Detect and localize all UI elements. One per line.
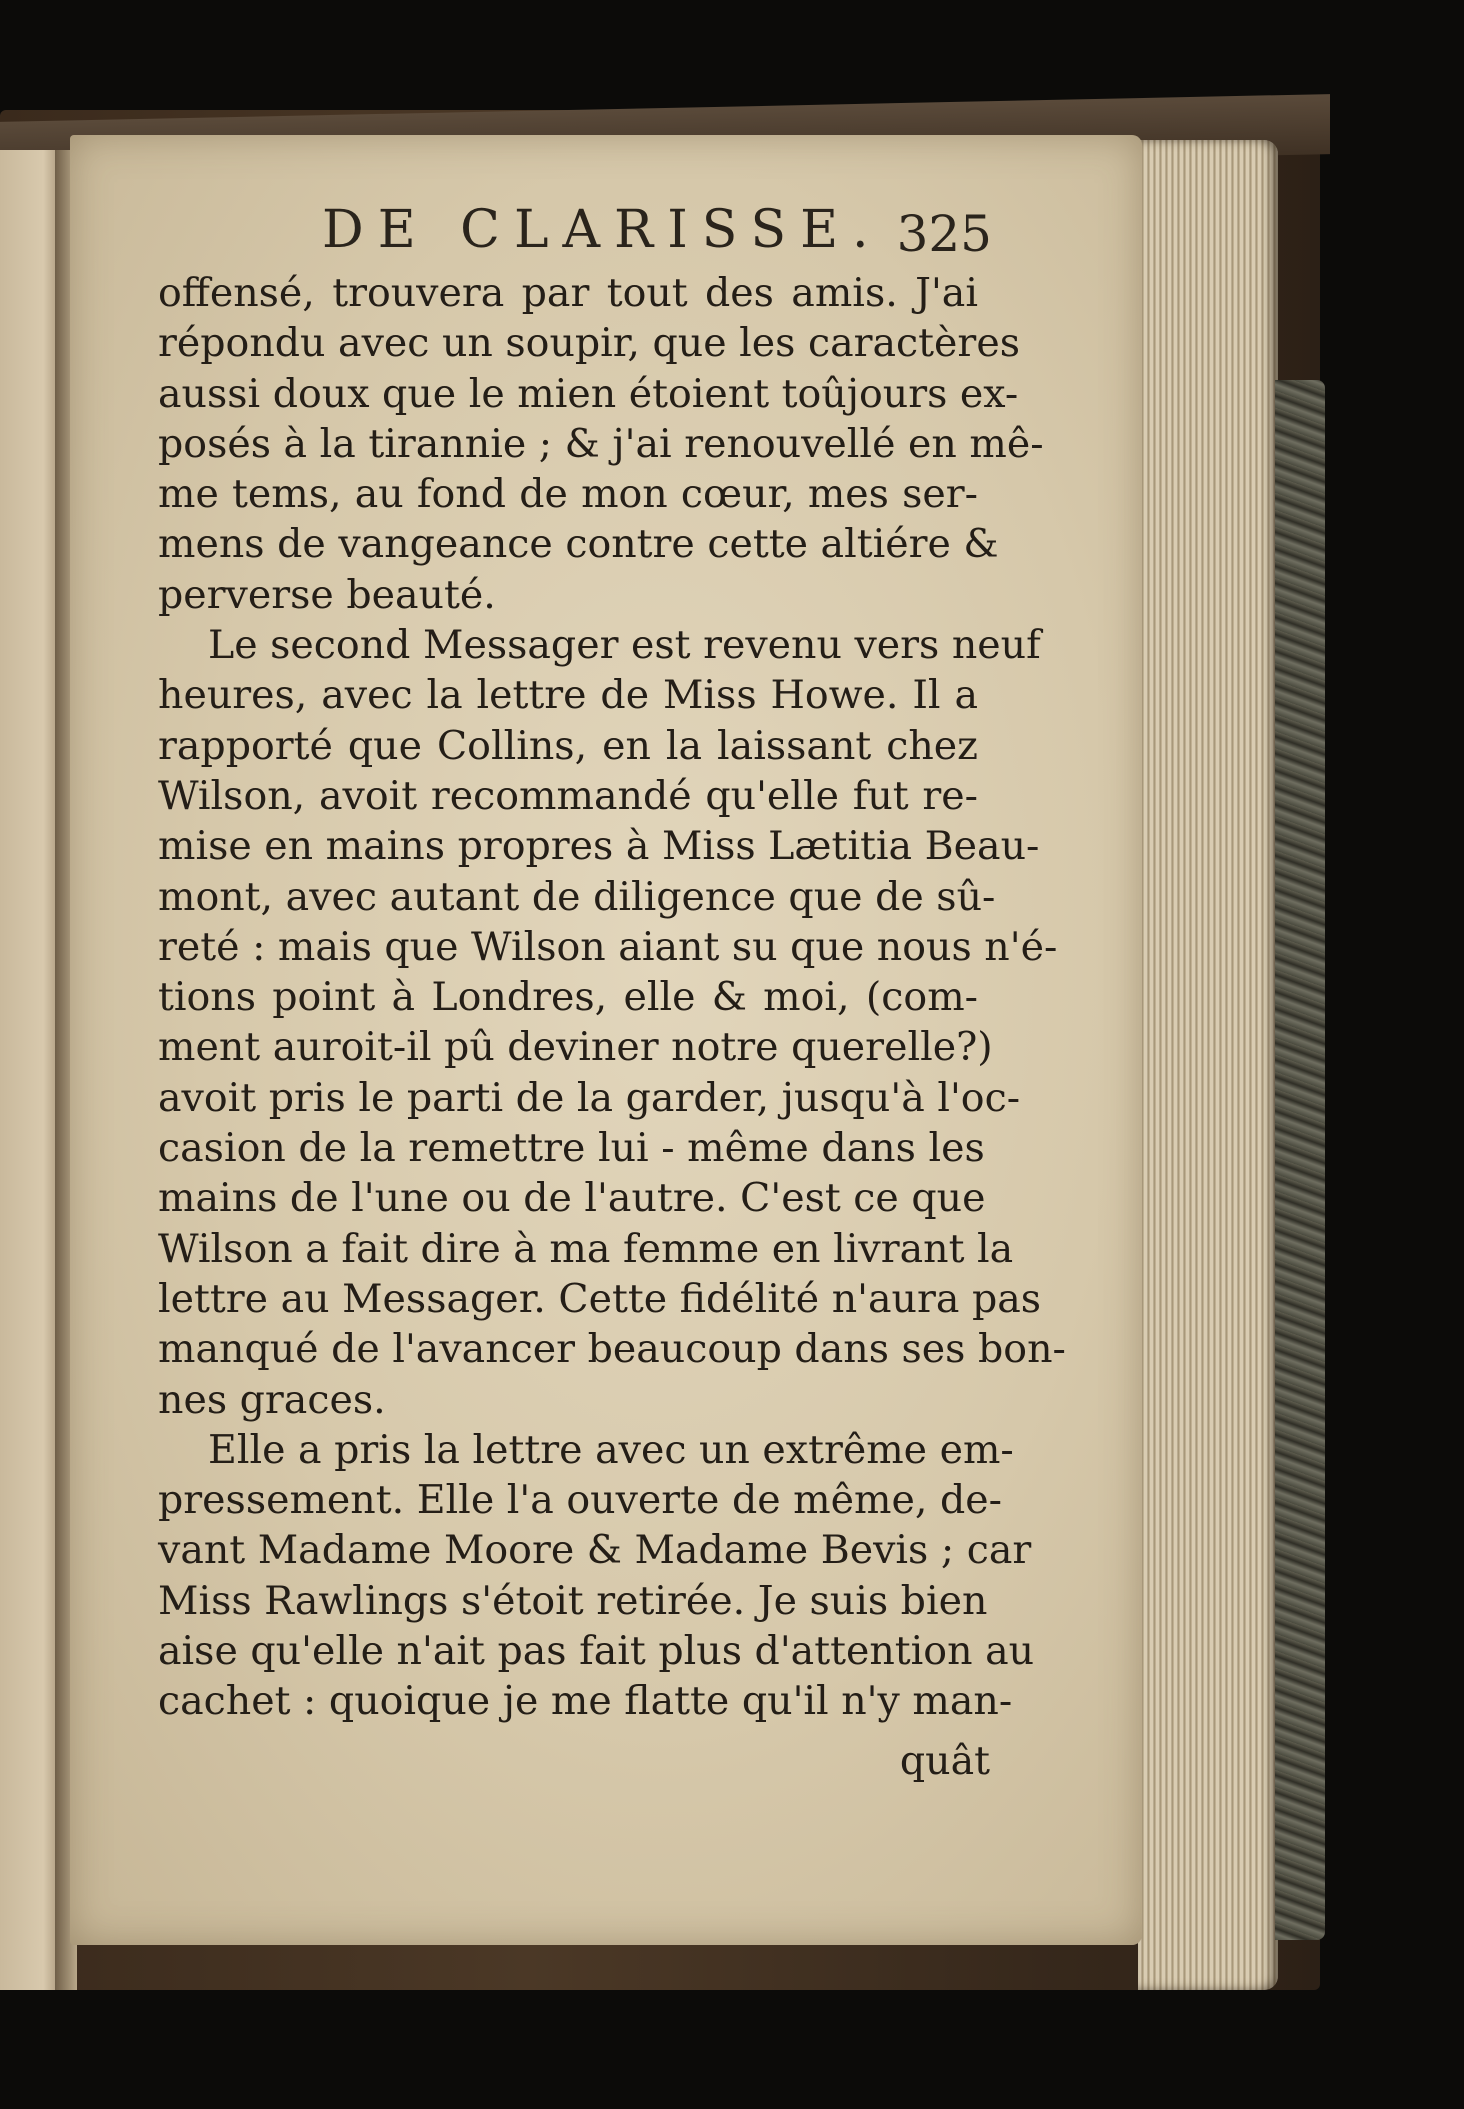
text-line: pressement. Elle l'a ouverte de même, de- [158,1477,1002,1524]
text-line: Wilson a fait dire à ma femme en livrant la [158,1225,1014,1272]
text-line: mens de vangeance contre cette altiére & [158,521,999,568]
text-line: mains de l'une ou de l'autre. C'est ce que [158,1175,986,1222]
text-line: répondu avec un soupir, que les caractères [158,320,1020,367]
text-line: reté : mais que Wilson aiant su que nous n'é- [158,923,1058,970]
text-line: tions point à Londres, elle & moi, (com- [158,974,978,1021]
text-line: vant Madame Moore & Madame Bevis ; car [158,1527,1032,1574]
text-line: aise qu'elle n'ait pas fait plus d'attention au [158,1628,1035,1675]
text-line: Wilson, avoit recommandé qu'elle fut re- [158,772,978,819]
text-line: cachet : quoique je me flatte qu'il n'y man- [158,1678,1013,1725]
page-number: 325 [896,205,992,263]
text-line: lettre au Messager. Cette fidélité n'aura pas [158,1275,1042,1322]
text-line: heures, avec la lettre de Miss Howe. Il a [158,672,978,719]
text-line: posés à la tirannie ; & j'ai renouvellé en mê- [158,420,1044,467]
text-line: aussi doux que le mien étoient toûjours ex- [158,370,1019,417]
text-line: Elle a pris la lettre avec un extrême em- [208,1426,1014,1473]
catchword: quât [899,1738,990,1784]
text-line: offensé, trouvera par tout des amis. J'ai [158,270,978,316]
text-line: mise en mains propres à Miss Lætitia Beau- [158,823,1040,870]
text-line: perverse beauté. [158,571,496,618]
running-head: DE CLARISSE. [322,200,883,260]
page-body [158,268,1066,1727]
page-block-edges [1138,140,1278,1990]
text-line: avoit pris le parti de la garder, jusqu'à l'oc- [158,1074,1021,1121]
text-line: mont, avec autant de diligence que de sû- [158,873,996,920]
marbled-edge [1275,380,1325,1940]
facing-page-edge [0,150,62,1990]
text-line: Le second Messager est revenu vers neuf [208,622,1041,669]
text-line: Miss Rawlings s'étoit retirée. Je suis bien [158,1577,988,1624]
text-line: casion de la remettre lui - même dans les [158,1125,985,1172]
text-line: ment auroit-il pû deviner notre querelle?) [158,1024,993,1071]
text-line: me tems, au fond de mon cœur, mes ser- [158,471,978,518]
text-line: rapporté que Collins, en la laissant chez [158,722,978,769]
text-line: manqué de l'avancer beaucoup dans ses bon- [158,1326,1066,1373]
text-line: nes graces. [158,1376,386,1423]
